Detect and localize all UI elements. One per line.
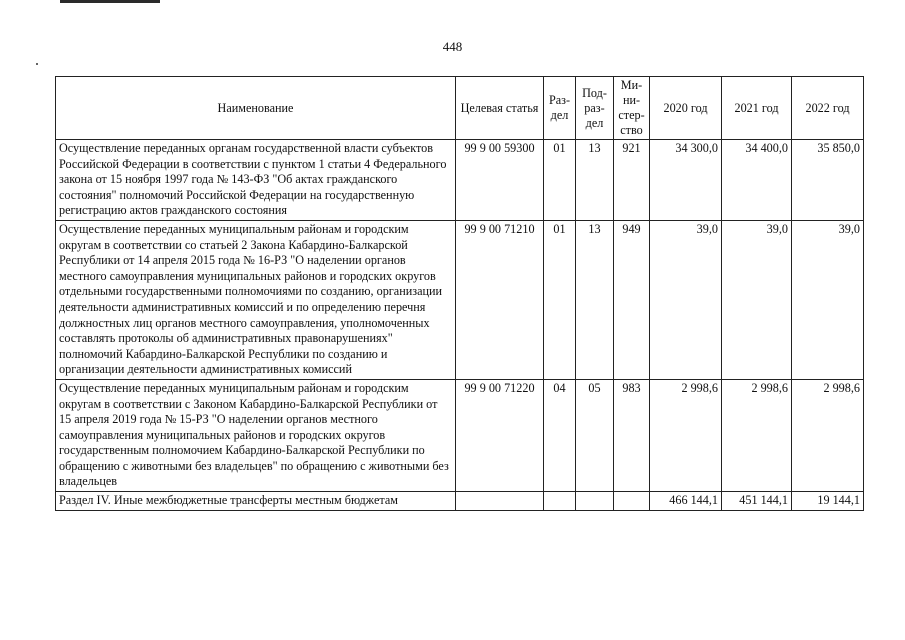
row-name: Осуществление переданных муниципальным районам и городским округам в соответствии со статьей 2 Закона Кабардино-Балкарской Республики от 14 апреля 2015 года № 16-РЗ "О наделении органов местного самоуправления муниципальных районов и городских округов отдельными государственными полномочиями по созданию, организации деятельности административных комиссий и по определению перечня должностных лиц органов местного самоуправления, уполномоченных составлять протоколы об административных правонарушениях" полномочий Кабардино-Балкарской Республики по созданию и организации деятельности административных комиссий: [56, 220, 456, 379]
row-2022: 39,0: [792, 220, 864, 379]
scan-dot: [36, 63, 38, 65]
row-section: 04: [544, 379, 576, 491]
header-subsection: Под-раз-дел: [576, 77, 614, 140]
total-target-empty: [456, 492, 544, 511]
row-2022: 2 998,6: [792, 379, 864, 491]
table-row: [56, 220, 864, 379]
row-target: 99 9 00 71210: [456, 220, 544, 379]
row-target: 99 9 00 71220: [456, 379, 544, 491]
total-2022: 19 144,1: [792, 492, 864, 511]
row-ministry: 949: [614, 220, 650, 379]
table-header-row: [56, 77, 864, 140]
row-section: 01: [544, 140, 576, 221]
header-2020: 2020 год: [650, 77, 722, 140]
header-target: Целевая статья: [456, 77, 544, 140]
row-ministry: 921: [614, 140, 650, 221]
row-name: Осуществление переданных органам государственной власти субъектов Российской Федерации в соответствии с пунктом 1 статьи 4 Федерального закона от 15 ноября 1997 года № 143-ФЗ "Об актах гражданского состояния" полномочий Российской Федерации на государственную регистрацию актов гражданского состояния: [56, 140, 456, 221]
total-section-empty: [544, 492, 576, 511]
row-subsection: 13: [576, 140, 614, 221]
row-ministry: 983: [614, 379, 650, 491]
total-subsection-empty: [576, 492, 614, 511]
total-name: Раздел IV. Иные межбюджетные трансферты местным бюджетам: [56, 492, 456, 511]
row-2020: 2 998,6: [650, 379, 722, 491]
row-subsection: 05: [576, 379, 614, 491]
row-2021: 34 400,0: [722, 140, 792, 221]
total-2020: 466 144,1: [650, 492, 722, 511]
row-subsection: 13: [576, 220, 614, 379]
row-2021: 39,0: [722, 220, 792, 379]
header-2022: 2022 год: [792, 77, 864, 140]
row-2020: 34 300,0: [650, 140, 722, 221]
scan-artifact: [60, 0, 160, 3]
row-section: 01: [544, 220, 576, 379]
row-2021: 2 998,6: [722, 379, 792, 491]
total-ministry-empty: [614, 492, 650, 511]
budget-table: [55, 76, 864, 511]
row-name: Осуществление переданных муниципальным районам и городским округам в соответствии с Законом Кабардино-Балкарской Республики от 15 апреля 2019 года № 15-РЗ "О наделении органов местного самоуправления муниципальных районов и городских округов государственным полномочием Кабардино-Балкарской Республики по обращению с животными без владельцев" по обращению с животными без владельцев: [56, 379, 456, 491]
header-name: Наименование: [56, 77, 456, 140]
table-row: [56, 140, 864, 221]
row-target: 99 9 00 59300: [456, 140, 544, 221]
row-2022: 35 850,0: [792, 140, 864, 221]
row-2020: 39,0: [650, 220, 722, 379]
header-ministry: Ми-ни-стер-ство: [614, 77, 650, 140]
table-row: [56, 379, 864, 491]
page-number: 448: [442, 39, 463, 54]
section-total-row: [56, 492, 864, 511]
header-2021: 2021 год: [722, 77, 792, 140]
header-section: Раз-дел: [544, 77, 576, 140]
total-2021: 451 144,1: [722, 492, 792, 511]
